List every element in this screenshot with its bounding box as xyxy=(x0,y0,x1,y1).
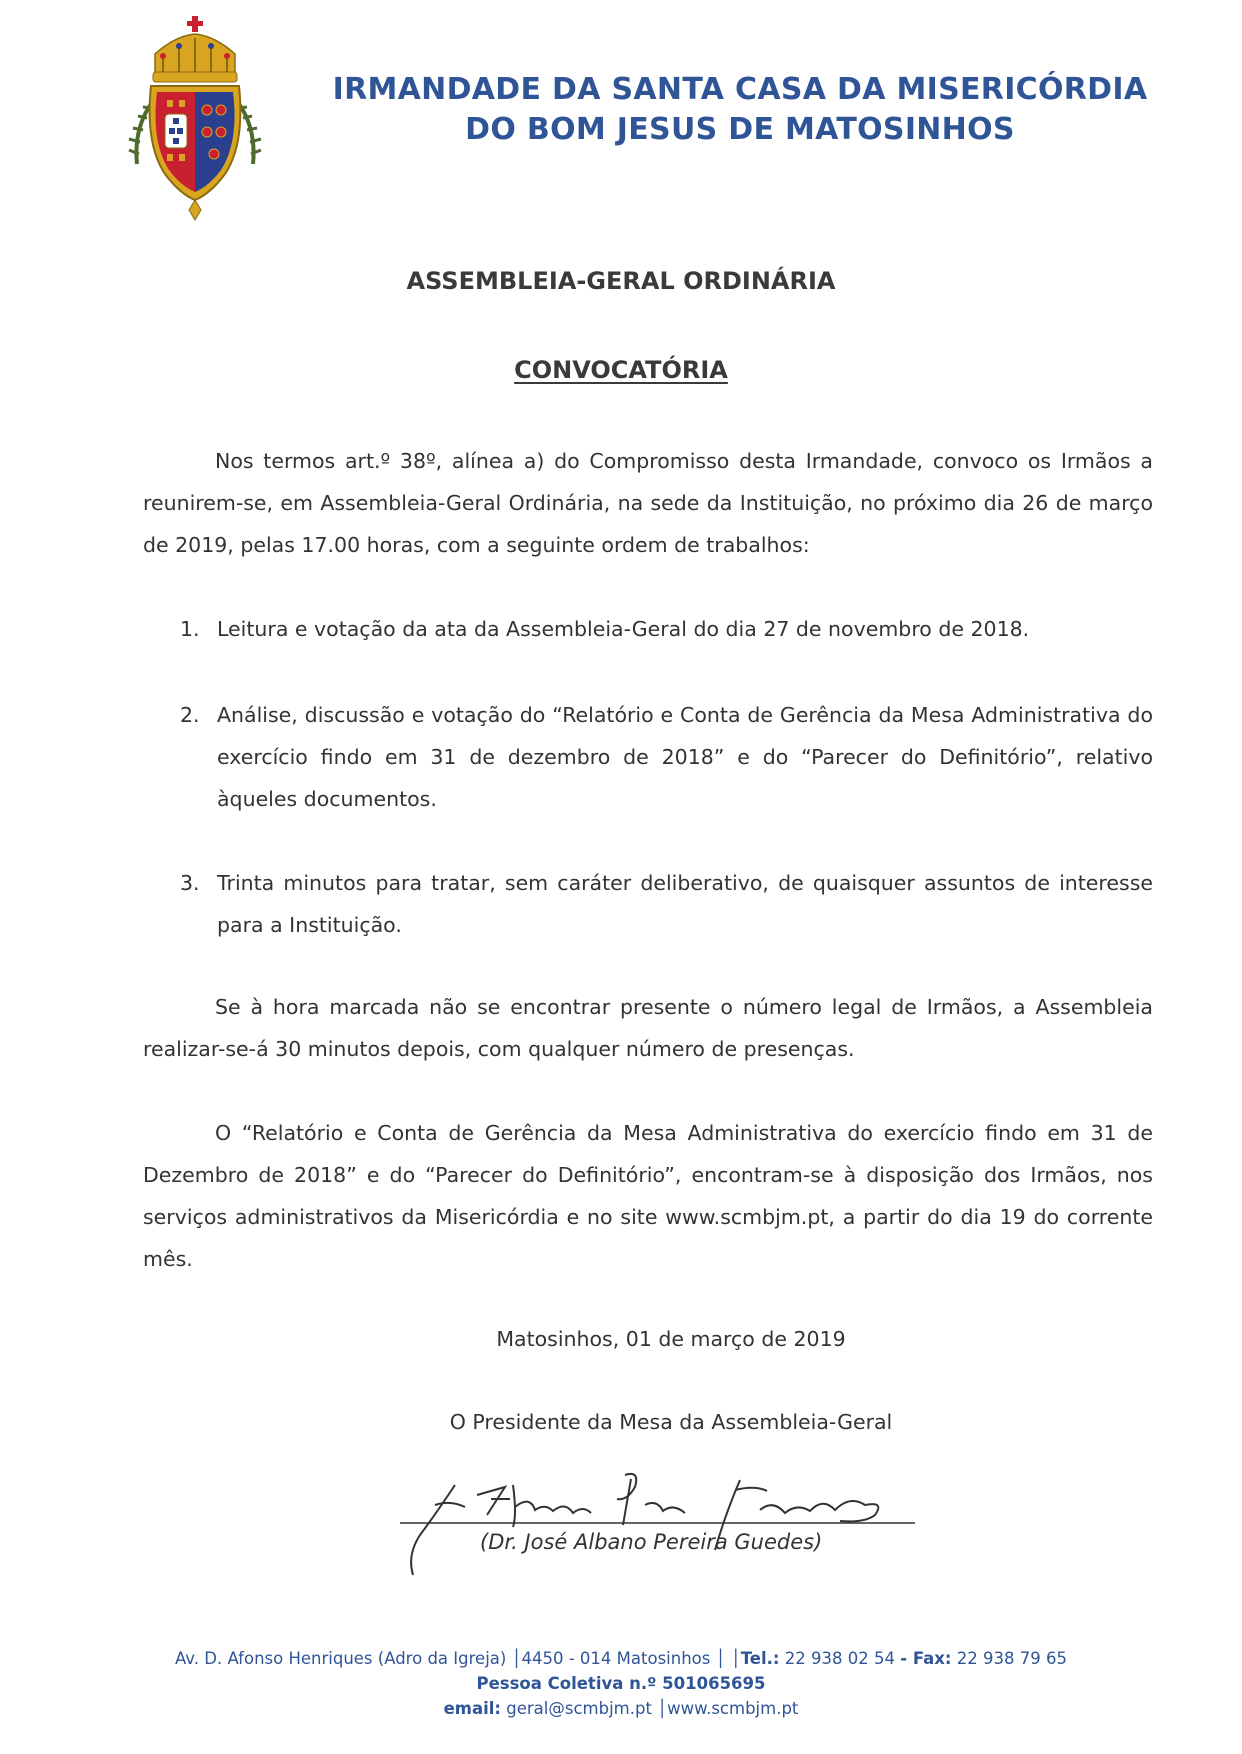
footer-fax: 22 938 79 65 xyxy=(956,1649,1067,1668)
signatory-name: (Dr. José Albano Pereira Guedes) xyxy=(480,1530,823,1554)
document-subtitle: CONVOCATÓRIA xyxy=(514,356,728,384)
quorum-paragraph: Se à hora marcada não se encontrar presente o número legal de Irmãos, a Assembleia realizar-se-á 30 minutos depois, com qualquer número de presenças. xyxy=(143,995,1153,1061)
footer-email-label: email: xyxy=(443,1699,502,1718)
footer-website-link[interactable]: │www.scmbjm.pt xyxy=(657,1699,799,1718)
agenda-item xyxy=(180,862,1153,946)
document-title: ASSEMBLEIA-GERAL ORDINÁRIA xyxy=(406,267,836,295)
footer-address: Av. D. Afonso Henriques (Adro da Igreja) │4450 - 014 Matosinhos │ xyxy=(174,1649,726,1668)
documents-paragraph: O “Relatório e Conta de Gerência da Mesa Administrativa do exercício findo em 31 de Dezembro de 2018” e do “Parecer do Definitório”, encontram-se à disposição dos Irmãos, nos serviços administrativos da Misericórdia e no site www.scmbjm.pt, a partir do dia 19 do corrente mês. xyxy=(143,1121,1153,1271)
signatory-role: O Presidente da Mesa da Assembleia-Geral xyxy=(449,1410,893,1434)
agenda-item-text: Análise, discussão e votação do “Relatório e Conta de Gerência da Mesa Administrativa do exercício findo em 31 de dezembro de 2018” e do “Parecer do Definitório”, relativo àqueles documentos. xyxy=(217,703,1153,811)
org-name-line2: DO BOM JESUS DE MATOSINHOS xyxy=(465,112,1015,147)
handwritten-signature xyxy=(395,1455,945,1580)
footer-nif: Pessoa Coletiva n.º 501065695 xyxy=(476,1674,766,1693)
agenda-item xyxy=(180,694,1153,820)
footer-tel: 22 938 02 54 xyxy=(784,1649,895,1668)
agenda-item-text: Leitura e votação da ata da Assembleia-Geral do dia 27 de novembro de 2018. xyxy=(217,617,1030,641)
footer-address-row xyxy=(0,1646,1242,1671)
intro-paragraph: Nos termos art.º 38º, alínea a) do Compromisso desta Irmandade, convoco os Irmãos a reunirem-se, em Assembleia-Geral Ordinária, na sede da Instituição, no próximo dia 26 de março de 2019, pelas 17.00 horas, com a seguinte ordem de trabalhos: xyxy=(143,449,1153,557)
agenda-item-number: 2. xyxy=(180,703,200,727)
agenda-item-text: Trinta minutos para tratar, sem caráter deliberativo, de quaisquer assuntos de interesse para a Instituição. xyxy=(217,871,1153,937)
org-name-line1: IRMANDADE DA SANTA CASA DA MISERICÓRDIA xyxy=(332,72,1148,107)
agenda-item xyxy=(180,608,1153,650)
footer-tel-label: │Tel.: xyxy=(730,1649,780,1668)
crest-logo xyxy=(115,14,275,224)
organization-name xyxy=(300,70,1180,150)
footer-fax-label: - Fax: xyxy=(900,1649,952,1668)
footer-email-link[interactable]: geral@scmbjm.pt xyxy=(506,1699,652,1718)
agenda-item-number: 3. xyxy=(180,871,200,895)
footer-contact-row xyxy=(0,1696,1242,1721)
date-line: Matosinhos, 01 de março de 2019 xyxy=(496,1327,846,1351)
agenda-item-number: 1. xyxy=(180,617,200,641)
footer xyxy=(0,1646,1242,1721)
